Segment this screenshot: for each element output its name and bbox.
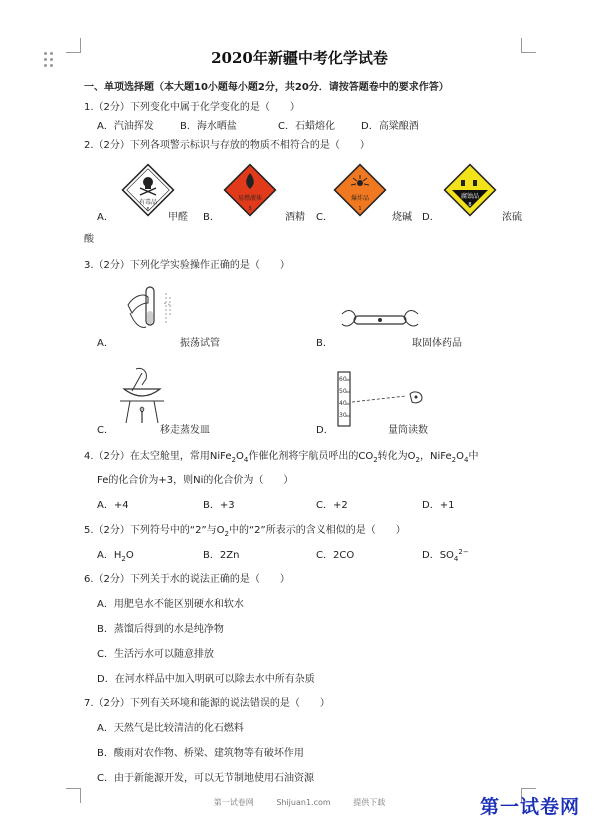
shake-test-tube-figure	[120, 283, 190, 343]
q5-stem: 5.（2分）下列符号中的“2”与$O_2$中的“2”所表示的含义相似的是（ ）	[84, 525, 406, 538]
page-title: 2020年新疆中考化学试卷	[211, 49, 388, 67]
q7-option-c: C．由于新能源开发，可以无节制地使用石油资源	[97, 773, 314, 784]
q3-label-b: 取固体药品	[412, 338, 462, 349]
q5-option-d: D．$SO_4^{2-}$	[422, 548, 469, 563]
q3-letter-d: D．	[316, 425, 334, 436]
corrosive-sign-icon	[440, 160, 500, 220]
explosive-sign-number: 1	[358, 206, 362, 212]
q7-option-a: A．天然气是比较清洁的化石燃料	[97, 723, 244, 734]
q2-stem: 2.（2分）下列各项警示标识与存放的物质不相符合的是（ ）	[84, 140, 370, 151]
scale-40: 40	[339, 400, 347, 407]
q6-stem: 6.（2分）下列关于水的说法正确的是（ ）	[84, 574, 290, 585]
scale-60: 60	[339, 376, 347, 383]
q4-option-b: B．+3	[203, 500, 235, 511]
toxic-sign-label: 有毒品	[138, 199, 158, 206]
q3-letter-a: A．	[97, 338, 114, 349]
q3-stem: 3.（2分）下列化学实验操作正确的是（ ）	[84, 260, 290, 271]
q4-option-d: D．+1	[422, 500, 455, 511]
q2-letter-d: D．	[422, 212, 440, 223]
q4-line-2: Fe的化合价为+3，则Ni的化合价为（ ）	[97, 475, 294, 486]
q1-stem: 1.（2分）下列变化中属于化学变化的是（ ）	[84, 102, 300, 113]
flammable-sign-label: 易燃液体	[237, 195, 263, 202]
q2-letter-a: A．	[97, 212, 114, 223]
q3-letter-b: B．	[316, 338, 333, 349]
q3-label-a: 振荡试管	[180, 338, 220, 349]
q6-option-a: A．用肥皂水不能区别硬水和软水	[97, 599, 244, 610]
q4-line-1: 4.（2分）在太空舱里，常用$NiFe_2O_4$作催化剂将宇航员呼出的$CO_2$转化为$O_2$，$NiFe_2O_4$中	[84, 451, 479, 464]
q2-sub-d: 浓硫	[502, 212, 522, 223]
remove-evaporating-dish-figure	[112, 365, 172, 425]
q3-label-c: 移走蒸发皿	[160, 425, 210, 436]
toxic-sign-number: 6	[146, 207, 150, 213]
q2-sub-a: 甲醛	[168, 212, 188, 223]
q5-option-b: B．2Zn	[203, 550, 240, 561]
q1-option-c: C．石蜡熔化	[278, 121, 335, 132]
section-heading: 一、单项选择题（本大题10小题每小题2分，共20分．请按答题卷中的要求作答）	[84, 82, 449, 93]
q2-sub-c: 烧碱	[392, 212, 412, 223]
corrosive-sign-label: 腐蚀品	[460, 193, 480, 200]
explosive-sign-label: 爆炸品	[350, 195, 370, 202]
q4-option-c: C．+2	[316, 500, 348, 511]
q6-option-b: B．蒸馏后得到的水是纯净物	[97, 624, 224, 635]
flammable-sign-number: 3	[248, 206, 252, 212]
scale-50: 50	[339, 388, 347, 395]
footer-site-url[interactable]: Shijuan1.com	[276, 798, 331, 807]
footer-site-name: 第一试卷网	[213, 798, 254, 807]
footer-download-text: 提供下载	[353, 798, 386, 807]
q6-option-d: D．在河水样品中加入明矾可以除去水中所有杂质	[97, 674, 315, 685]
explosive-sign-icon	[330, 160, 390, 220]
scale-30: 30	[339, 412, 347, 419]
q6-option-c: C．生活污水可以随意排放	[97, 649, 214, 660]
q1-option-d: D．高粱酿酒	[361, 121, 419, 132]
q2-letter-b: B．	[203, 212, 220, 223]
q7-option-b: B．酸雨对农作物、桥梁、建筑物等有破坏作用	[97, 748, 304, 759]
flammable-liquid-sign-icon	[220, 160, 280, 220]
take-solid-reagent-figure	[340, 300, 420, 340]
q1-option-b: B．海水晒盐	[180, 121, 237, 132]
q2-letter-c: C．	[316, 212, 333, 223]
q5-option-a: A．$H_2O$	[97, 550, 134, 563]
q4-option-a: A．+4	[97, 500, 129, 511]
q5-option-c: C．2CO	[316, 550, 355, 561]
q7-stem: 7.（2分）下列有关环境和能源的说法错误的是（ ）	[84, 698, 330, 709]
q1-option-a: A．汽油挥发	[97, 121, 154, 132]
watermark-logo: 第一试卷网	[480, 796, 581, 818]
q3-letter-c: C．	[97, 425, 114, 436]
q2-wrap-text: 酸	[84, 234, 94, 245]
graduated-cylinder-figure	[336, 370, 426, 428]
q2-sub-b: 酒精	[285, 212, 305, 223]
q3-label-d: 量筒读数	[388, 425, 428, 436]
corrosive-sign-number: 8	[468, 202, 472, 208]
